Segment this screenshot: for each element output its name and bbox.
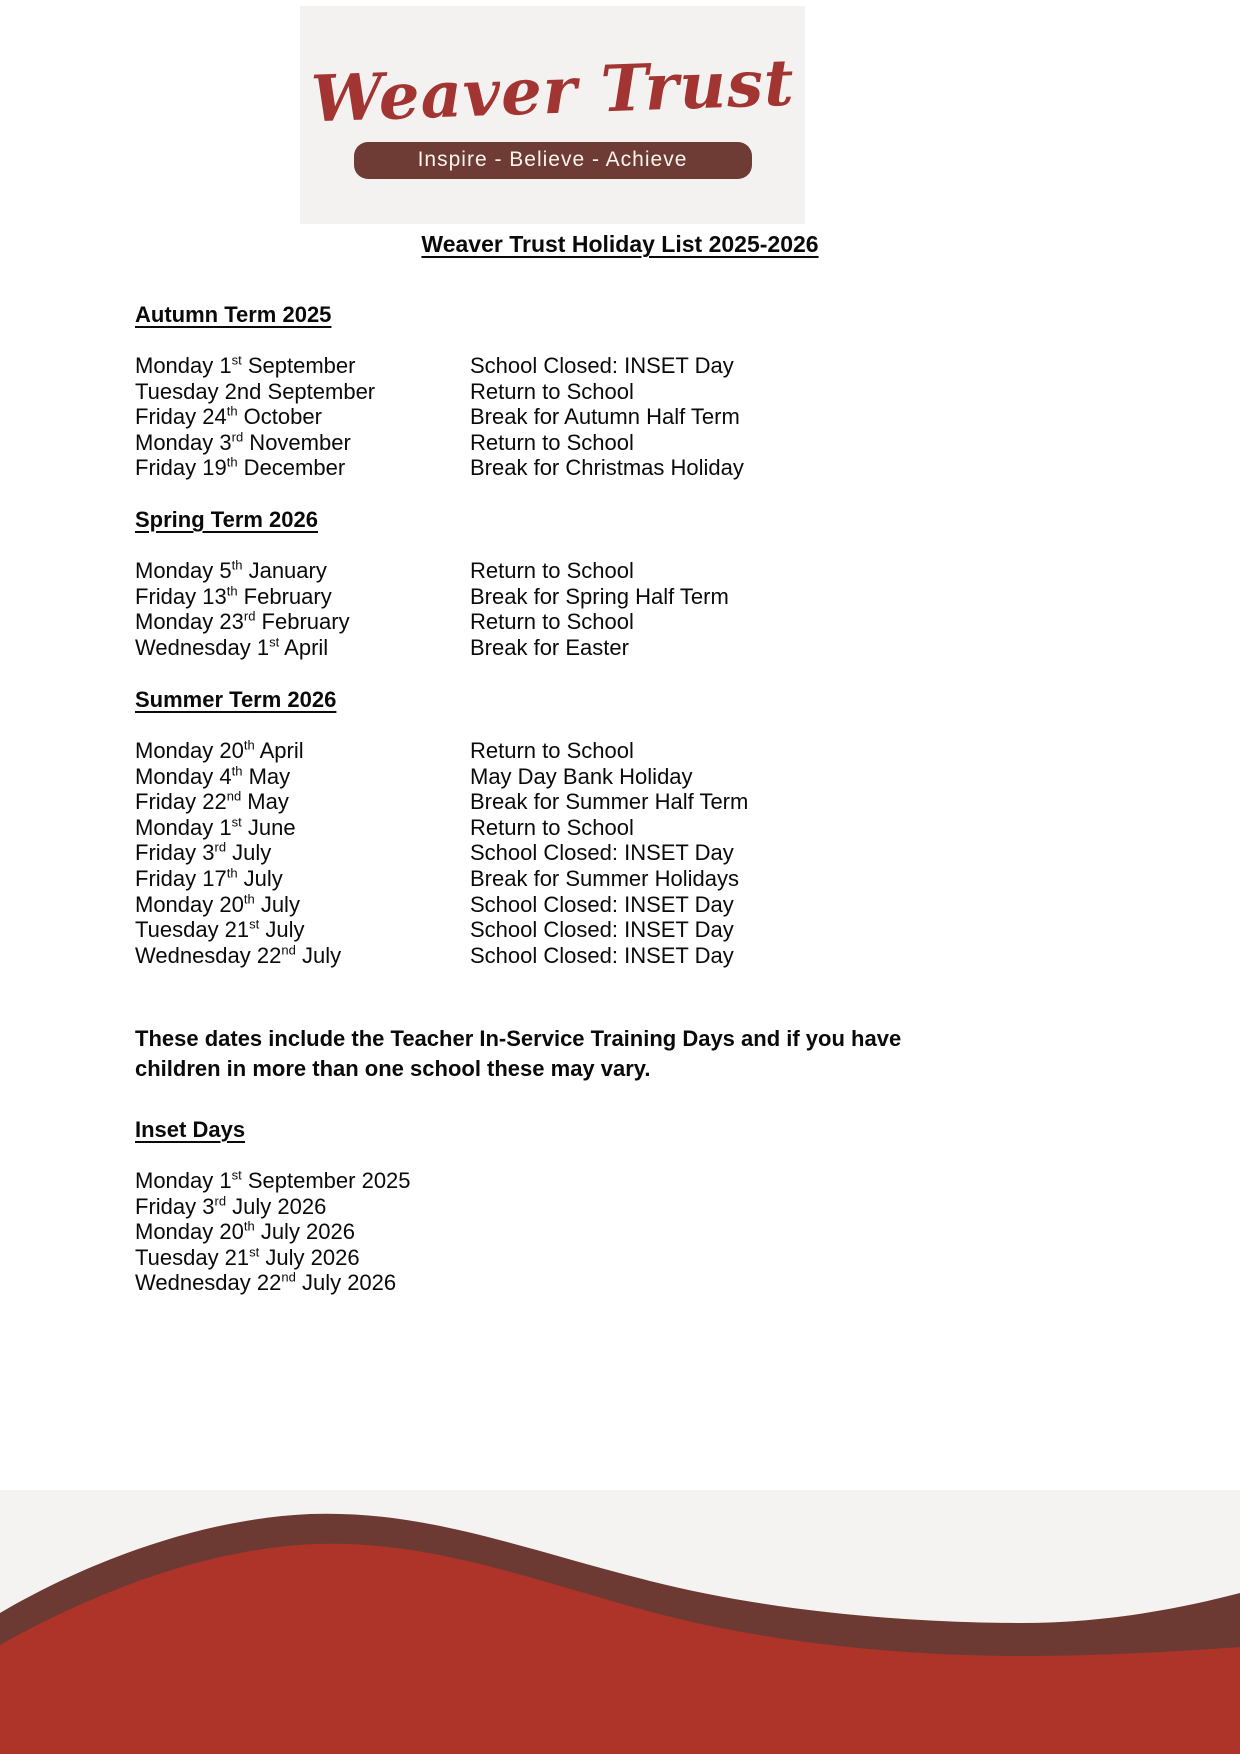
holiday-event: School Closed: INSET Day	[470, 353, 734, 378]
holiday-event: Break for Summer Holidays	[470, 865, 739, 891]
inset-note	[135, 1024, 1105, 1084]
inset-day-date: Monday 1st September 2025	[135, 1167, 411, 1193]
date-ordinal: st	[269, 634, 280, 650]
holiday-date: Friday 24th October	[135, 403, 322, 430]
holiday-event: Break for Spring Half Term	[470, 583, 729, 609]
holiday-date: Friday 13th February	[135, 583, 332, 609]
date-ordinal: th	[243, 737, 255, 753]
date-ordinal: st	[231, 352, 242, 368]
holiday-date: Monday 1st September	[135, 352, 356, 378]
holiday-row	[135, 635, 1105, 661]
section-spring-term	[135, 507, 1105, 660]
date-ordinal: st	[231, 1167, 242, 1183]
logo-wordmark: Weaver Trust	[309, 45, 796, 137]
holiday-event: School Closed: INSET Day	[470, 917, 734, 943]
section-summer-term	[135, 687, 1105, 968]
holiday-row	[135, 917, 1105, 943]
note-line-2: children in more than one school these may vary.	[135, 1056, 651, 1081]
footer-wave	[0, 1490, 1240, 1754]
holiday-date: Monday 1st June	[135, 814, 296, 840]
holiday-event: Return to School	[470, 814, 634, 840]
date-ordinal: nd	[226, 788, 242, 804]
holiday-row	[135, 892, 1105, 918]
holiday-event: Return to School	[470, 738, 634, 763]
date-ordinal: st	[249, 1244, 260, 1260]
wave-graphic	[0, 1454, 1240, 1754]
holiday-date: Tuesday 21st July	[135, 916, 305, 943]
holiday-date: Monday 4th May	[135, 763, 291, 789]
inset-day-row	[135, 1245, 1105, 1271]
date-ordinal: th	[226, 583, 238, 599]
date-ordinal: rd	[231, 429, 244, 445]
section-inset-days	[135, 1117, 1105, 1296]
holiday-event: Return to School	[470, 378, 634, 404]
date-ordinal: st	[249, 916, 260, 932]
holiday-event: May Day Bank Holiday	[470, 763, 693, 789]
date-ordinal: rd	[214, 840, 227, 856]
date-ordinal: rd	[214, 1193, 227, 1209]
holiday-row	[135, 738, 1105, 764]
holiday-row	[135, 353, 1105, 379]
spring-term-rows	[135, 558, 1105, 660]
inset-day-date: Monday 20th July 2026	[135, 1218, 355, 1245]
holiday-date: Tuesday 2nd September	[135, 378, 376, 404]
holiday-row	[135, 815, 1105, 841]
holiday-event: Break for Summer Half Term	[470, 789, 749, 815]
holiday-date: Monday 23rd February	[135, 608, 350, 635]
date-ordinal: rd	[243, 608, 256, 624]
section-autumn-term	[135, 302, 1105, 481]
page-title: Weaver Trust Holiday List 2025-2026	[421, 231, 819, 257]
holiday-row	[135, 943, 1105, 969]
date-ordinal: th	[231, 557, 243, 573]
holiday-row	[135, 558, 1105, 584]
holiday-date: Friday 3rd July	[135, 840, 272, 866]
holiday-event: School Closed: INSET Day	[470, 891, 734, 917]
holiday-date: Friday 22nd May	[135, 788, 289, 815]
autumn-term-rows	[135, 353, 1105, 481]
holiday-row	[135, 764, 1105, 790]
date-ordinal: nd	[281, 942, 296, 958]
holiday-date: Friday 19th December	[135, 455, 346, 481]
holiday-row	[135, 609, 1105, 635]
inset-day-date: Wednesday 22nd July 2026	[135, 1270, 397, 1296]
holiday-date: Wednesday 1st April	[135, 634, 329, 660]
holiday-event: Break for Autumn Half Term	[470, 404, 740, 430]
holiday-row	[135, 455, 1105, 481]
inset-day-date: Tuesday 21st July 2026	[135, 1244, 360, 1270]
holiday-date: Monday 3rd November	[135, 429, 351, 455]
inset-day-date: Friday 3rd July 2026	[135, 1193, 327, 1219]
spring-term-heading: Spring Term 2026	[135, 507, 318, 532]
holiday-event: Break for Christmas Holiday	[470, 455, 744, 481]
holiday-date: Monday 20th April	[135, 737, 304, 763]
inset-days-heading: Inset Days	[135, 1117, 246, 1142]
holiday-row	[135, 404, 1105, 430]
holiday-row	[135, 379, 1105, 405]
inset-day-row	[135, 1270, 1105, 1296]
summer-term-heading: Summer Term 2026	[135, 687, 337, 712]
note-line-1: These dates include the Teacher In-Service Training Days and if you have	[135, 1026, 902, 1051]
date-ordinal: st	[231, 814, 242, 830]
trust-logo	[300, 6, 805, 224]
date-ordinal: th	[226, 455, 238, 471]
date-ordinal: nd	[281, 1270, 296, 1286]
holiday-date: Wednesday 22nd July	[135, 942, 342, 968]
holiday-date: Friday 17th July	[135, 865, 283, 891]
logo-tagline-banner	[354, 142, 752, 179]
holiday-date: Monday 5th January	[135, 557, 327, 583]
holiday-event: School Closed: INSET Day	[470, 840, 734, 866]
holiday-event: Return to School	[470, 558, 634, 583]
holiday-row	[135, 840, 1105, 866]
summer-term-rows	[135, 738, 1105, 968]
holiday-row	[135, 584, 1105, 610]
inset-day-row	[135, 1194, 1105, 1220]
holiday-row	[135, 789, 1105, 815]
inset-day-row	[135, 1168, 1105, 1194]
inset-days-rows	[135, 1168, 1105, 1296]
inset-day-row	[135, 1219, 1105, 1245]
date-ordinal: nd	[236, 378, 262, 404]
date-ordinal: th	[231, 763, 243, 779]
holiday-event: Return to School	[470, 429, 634, 455]
date-ordinal: th	[243, 1218, 255, 1234]
date-ordinal: th	[226, 865, 238, 881]
holiday-row	[135, 866, 1105, 892]
holiday-event: School Closed: INSET Day	[470, 942, 734, 968]
logo-tagline: Inspire - Believe - Achieve	[417, 148, 688, 171]
holiday-date: Monday 20th July	[135, 891, 300, 917]
holiday-event: Return to School	[470, 609, 634, 635]
holiday-row	[135, 430, 1105, 456]
autumn-term-heading: Autumn Term 2025	[135, 302, 332, 327]
date-ordinal: th	[226, 403, 238, 419]
date-ordinal: th	[243, 891, 255, 907]
holiday-event: Break for Easter	[470, 634, 629, 660]
